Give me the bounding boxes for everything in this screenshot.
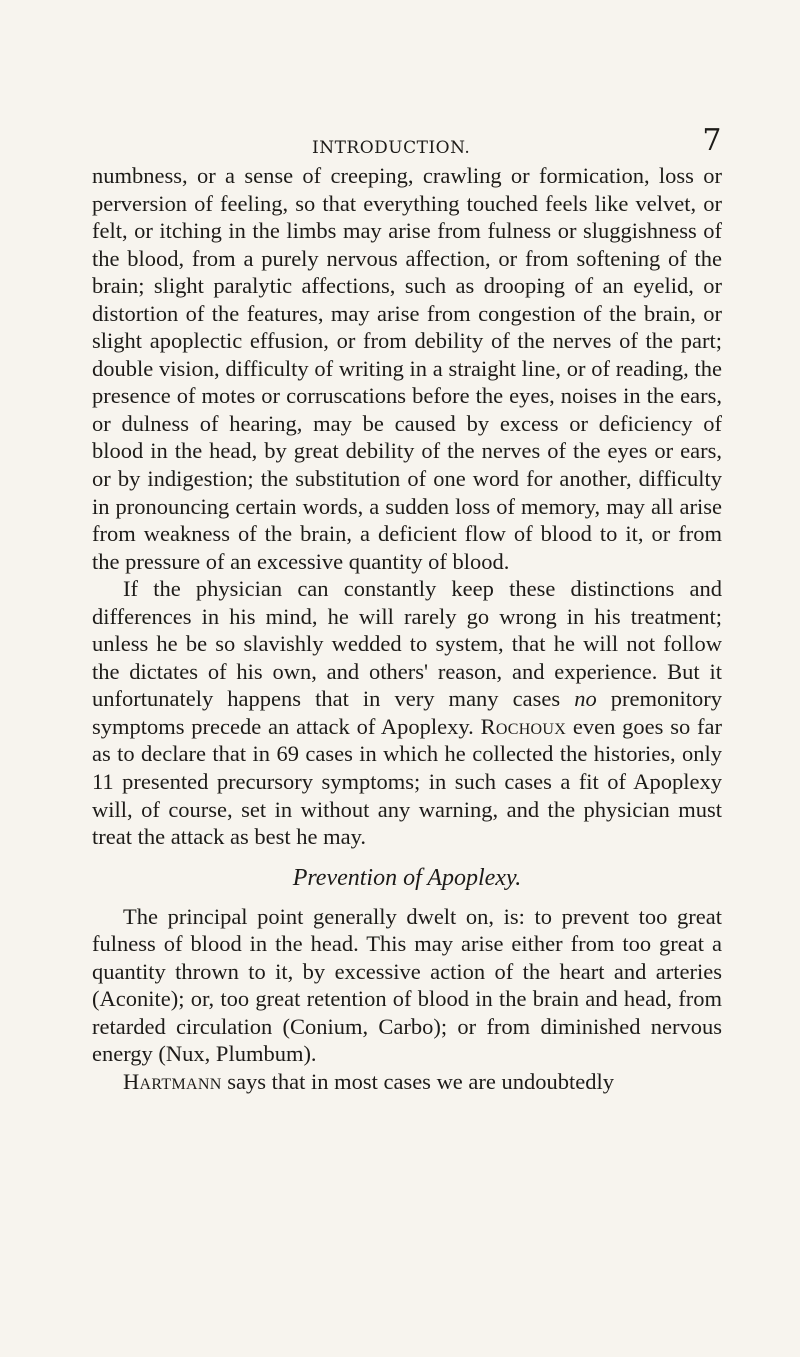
running-head xyxy=(92,123,722,162)
paragraph-distinctions xyxy=(92,575,722,850)
text-run: If the physician can constantly keep these distinctions and differences in his mind, he will rarely go wrong in his treatment; unless he be so slavishly wedded to system, that he will not follow the dictates of his own, and others' reason, and experience. But it unfortunately happens that in very many cases xyxy=(92,576,722,712)
author-name-rochoux: Rochoux xyxy=(480,713,567,739)
page-number: 7 xyxy=(702,123,722,158)
running-title: INTRODUCTION. xyxy=(312,138,471,158)
emphasis-no: no xyxy=(574,686,597,712)
author-name-hartmann: Hartmann xyxy=(123,1068,222,1094)
text-run: even goes so far as to declare that in 69 cases in which he collected the histories, only 11 presented precursory symptoms; in such cases a fit of Apoplexy will, of course, set in without any warning, and the physician must treat the attack as best he may. xyxy=(92,713,722,850)
paragraph-hartmann xyxy=(92,1068,722,1096)
paragraph-principal-point: The principal point generally dwelt on, is: to prevent too great fulness of blood in the head. This may arise either from too great a quantity thrown to it, by excessive action of the heart and arteries (Aconite); or, too great retention of blood in the brain and head, from retarded circulation (Conium, Carbo); or from diminished nervous energy (Nux, Plumbum). xyxy=(92,903,722,1067)
body-text xyxy=(92,162,722,1096)
section-title: Prevention of Apoplexy. xyxy=(292,864,522,891)
text-run: says that in most cases we are undoubtedly xyxy=(221,1068,615,1094)
text-run: premonitory symptoms precede an attack of Apoplexy. xyxy=(92,686,722,739)
paragraph-continued: numbness, or a sense of creeping, crawling or formication, loss or perversion of feeling, so that everything touched feels like velvet, or felt, or itching in the limbs may arise from fulness or sluggishness of the blood, from a purely nervous affection, or from softening of the brain; slight paralytic affections, such as drooping of an eyelid, or distortion of the features, may arise from congestion of the brain, or slight apoplectic effusion, or from debility of the nerves of the part; double vision, difficulty of writing in a straight line, or of reading, the presence of motes or corruscations before the eyes, noises in the ears, or dulness of hearing, may be caused by excess or deficiency of blood in the head, by great debility of the nerves of the eyes or ears, or by indigestion; the substitution of one word for another, difficulty in pronouncing certain words, a sudden loss of memory, may all arise from weakness of the brain, a deficient flow of blood to it, or from the pressure of an excessive quantity of blood. xyxy=(92,163,722,574)
